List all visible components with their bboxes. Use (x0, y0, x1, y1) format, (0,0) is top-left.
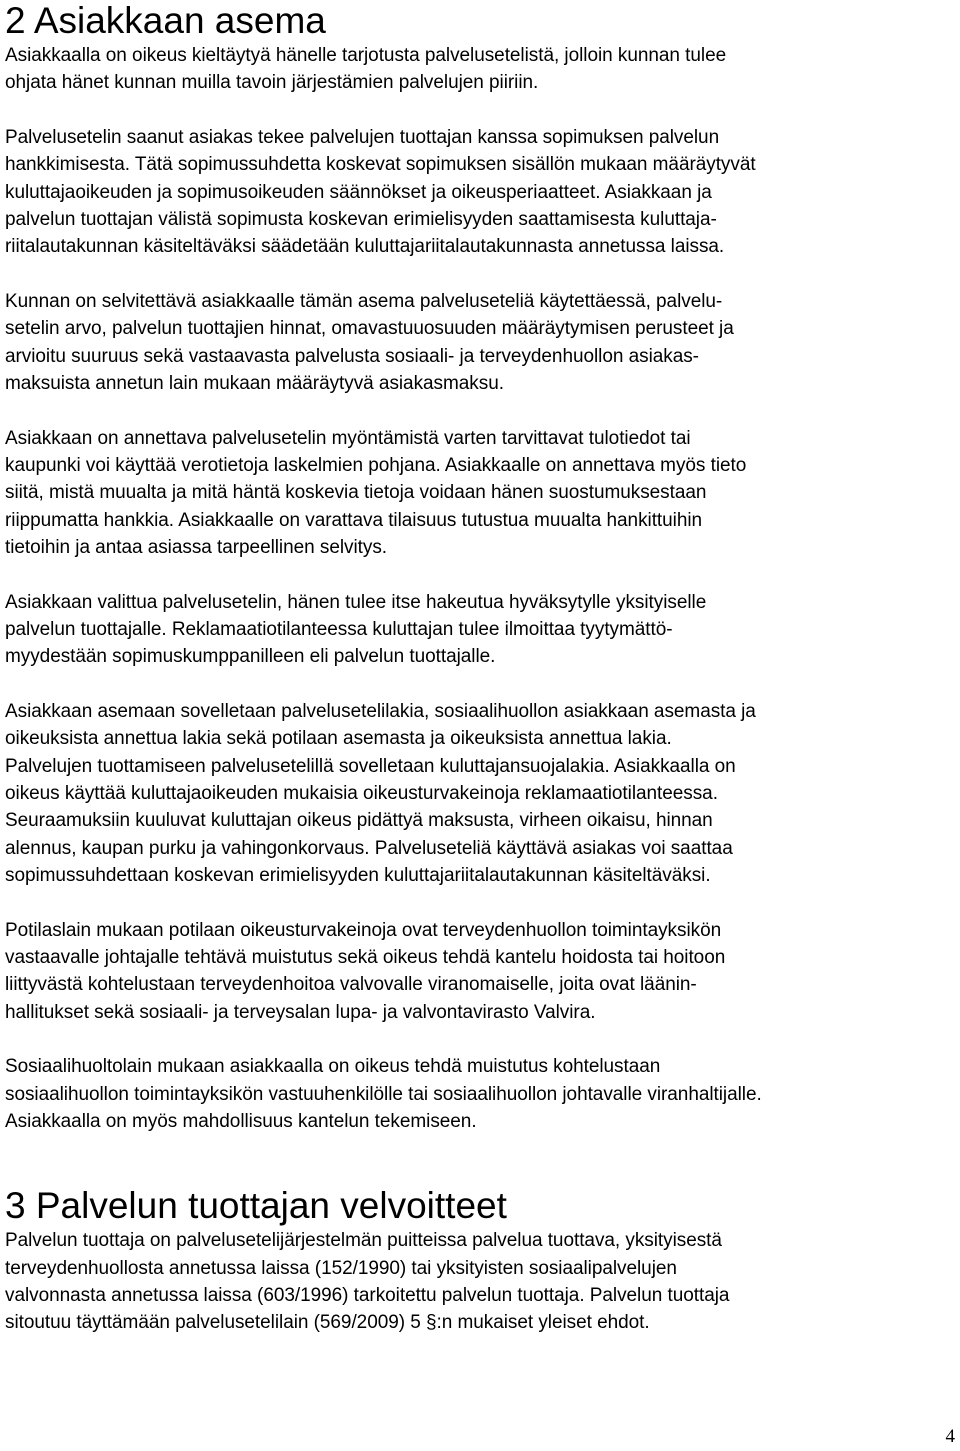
paragraph: Asiakkaan on annettava palvelusetelin myöntämistä varten tarvittavat tulotiedot tai kaupunki voi käyttää verotietoja laskelmien pohjana. Asiakkaalle on annettava myös tieto siitä, mistä muualta ja mitä häntä koskevia tietoja voidaan hänen suostumuksestaan riippumatta hankkia. Asiakkaalle on varattava tilaisuus tutustua muualta hankittuihin tietoihin ja antaa asiassa tarpeellinen selvitys. (5, 427, 747, 558)
paragraph: Kunnan on selvitettävä asiakkaalle tämän asema palveluseteliä käytettäessä, palvelu- setelin arvo, palvelun tuottajien hinnat, omavastuuosuuden määräytymisen perusteet ja arvioitu suuruus sekä vastaavasta palvelusta sosiaali- ja terveydenhuollon asiakas- maksuista annetun lain mukaan määräytyvä asiakasmaksu. (5, 291, 734, 394)
paragraph: Sosiaalihuoltolain mukaan asiakkaalla on oikeus tehdä muistutus kohtelustaan sosiaalihuollon toimintayksikön vastuuhenkilölle tai sosiaalihuollon johtavalle viranhaltijalle. Asiakkaalla on myös mahdollisuus kantelun tekemiseen. (5, 1056, 762, 1132)
section-heading-3: 3 Palvelun tuottajan velvoitteet (5, 1185, 507, 1227)
section-heading-2: 2 Asiakkaan asema (5, 0, 326, 41)
paragraph: Potilaslain mukaan potilaan oikeusturvakeinoja ovat terveydenhuollon toimintayksikön vastaavalle johtajalle tehtävä muistutus sekä oikeus tehdä kantelu hoidosta tai hoitoon liittyvästä kohtelustaan terveydenhoitoa valvovalle viranomaiselle, joita ovat läänin- hallitukset sekä sosiaali- ja terveysalan lupa- ja valvontavirasto Valvira. (5, 919, 726, 1023)
paragraph: Asiakkaan asemaan sovelletaan palvelusetelilakia, sosiaalihuollon asiakkaan asemasta ja oikeuksista annettua lakia sekä potilaan asemasta ja oikeuksista annettua lakia. Palvelujen tuottamiseen palvelusetelillä sovelletaan kuluttajansuojalakia. Asiakkaalla on oikeus käyttää kuluttajaoikeuden mukaisia oikeusturvakeinoja reklamaatiotilanteessa. Seuraamuksiin kuuluvat kuluttajan oikeus pidättyä maksusta, virheen oikaisu, hinnan alennus, kaupan purku ja vahingonkorvaus. Palveluseteliä käyttävä asiakas voi saattaa sopimussuhdettaan koskevan erimielisyyden kuluttajariitalautakunnan käsiteltäväksi. (5, 701, 756, 886)
page-number: 4 (945, 1426, 955, 1447)
paragraph: Asiakkaalla on oikeus kieltäytyä hänelle tarjotusta palvelusetelistä, jolloin kunnan tulee ohjata hänet kunnan muilla tavoin järjestämien palvelujen piiriin. (5, 45, 727, 94)
paragraph: Asiakkaan valittua palvelusetelin, hänen tulee itse hakeutua hyväksytylle yksityiselle palvelun tuottajalle. Reklamaatiotilanteessa kuluttajan tulee ilmoittaa tyytymättö- myydestään sopimuskumppanilleen eli palvelun tuottajalle. (5, 591, 707, 668)
paragraph: Palvelusetelin saanut asiakas tekee palvelujen tuottajan kanssa sopimuksen palvelun hankkimisesta. Tätä sopimussuhdetta koskevat sopimuksen sisällön mukaan määräytyvät kuluttajaoikeuden ja sopimusoikeuden säännökset ja oikeusperiaatteet. Asiakkaan ja palvelun tuottajan välistä sopimusta koskevan erimielisyyden saattamisesta kuluttaja- riitalautakunnan käsiteltäväksi säädetään kuluttajariitalautakunnasta annetussa laissa. (5, 127, 756, 258)
paragraph: Palvelun tuottaja on palvelusetelijärjestelmän puitteissa palvelua tuottava, yksityisestä terveydenhuollosta annetussa laissa (152/1990) tai yksityisten sosiaalipalvelujen valvonnasta annetussa laissa (603/1996) tarkoitettu palvelun tuottaja. Palvelun tuottaja sitoutuu täyttämään palvelusetelilain (569/2009) 5 §:n mukaiset yleiset ehdot. (5, 1230, 730, 1334)
document-page (5, 0, 955, 1336)
